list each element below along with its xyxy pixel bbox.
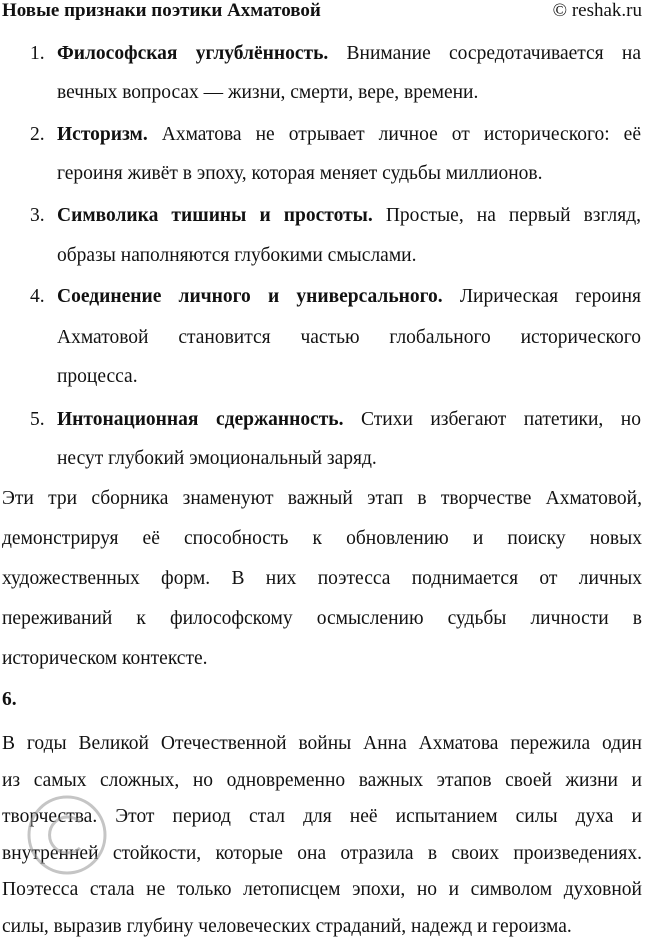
list-item-text: образы наполняются глубокими смыслами. (57, 245, 417, 266)
paragraph-line: художественных форм. В них поэтесса поднимается от личных (2, 568, 642, 589)
list-item-text: вечных вопросах — жизни, смерти, вере, времени. (57, 82, 479, 103)
paragraph-line: В годы Великой Отечественной войны Анна Ахматова пережила один (2, 733, 642, 754)
list-item-text: Стихи избегают патетики, но (343, 409, 641, 430)
list-item-line (57, 204, 641, 228)
list-item-line (57, 447, 641, 471)
paragraph-line: историческом контексте. (2, 648, 208, 669)
list-item-text: процесса. (57, 366, 138, 387)
copyright-label: © reshak.ru (552, 0, 642, 21)
list-item-line (57, 162, 641, 186)
page-title: Новые признаки поэтики Ахматовой (2, 0, 321, 21)
list-item-heading: Историзм. (57, 124, 148, 145)
list-item-number: 2. (30, 124, 45, 145)
list-item-number: 3. (30, 205, 45, 226)
list-item-line (57, 244, 641, 268)
list-item-line (57, 123, 641, 147)
list-item-number: 1. (30, 43, 45, 64)
list-item-line (57, 81, 641, 105)
list-item-text: Ахматовой становится частью глобального исторического (57, 327, 641, 348)
paragraph-line: Эти три сборника знаменуют важный этап в творчестве Ахматовой, (2, 488, 642, 509)
list-item-line (57, 365, 641, 389)
list-item-line (57, 285, 641, 309)
page-header (0, 0, 646, 26)
paragraph-line: внутренней стойкости, которые она отразила в своих произведениях. (2, 842, 642, 864)
paragraph-line: демонстрируя её способность к обновлению и поиску новых (2, 528, 642, 549)
list-item-text: несут глубокий эмоциональный заряд. (57, 448, 377, 469)
list-item-text: Простые, на первый взгляд, (372, 205, 641, 226)
list-item-text: Внимание сосредотачивается на (328, 43, 641, 64)
list-item-heading: Соединение личного и универсального. (57, 286, 443, 307)
list-item-heading: Интонационная сдержанность. (57, 409, 344, 430)
list-item-text: Ахматова не отрывает личное от исторического: её (147, 124, 641, 145)
list-item-number: 4. (30, 286, 45, 307)
list-item-heading: Символика тишины и простоты. (57, 205, 373, 226)
paragraph-line: из самых сложных, но одновременно важных этапов своей жизни и (2, 769, 642, 791)
list-item-line (57, 408, 641, 432)
list-item-number: 5. (30, 409, 45, 430)
paragraph-line: переживаний к философскому осмыслению судьбы личности в (2, 608, 642, 629)
list-item-text: Лирическая героиня (442, 286, 641, 307)
paragraph-line: Поэтесса стала не только летописцем эпохи, но и символом духовной (2, 879, 642, 901)
paragraph-line: творчества. Этот период стал для неё испытанием силы духа и (2, 806, 642, 828)
list-item-heading: Философская углублённость. (57, 43, 329, 64)
paragraph-line: силы, выразив глубину человеческих страданий, надежд и героизма. (2, 916, 572, 937)
list-item-text: героиня живёт в эпоху, которая меняет судьбы миллионов. (57, 163, 543, 184)
section-number: 6. (2, 689, 17, 710)
list-item-line (57, 326, 641, 350)
list-item-line (57, 42, 641, 66)
